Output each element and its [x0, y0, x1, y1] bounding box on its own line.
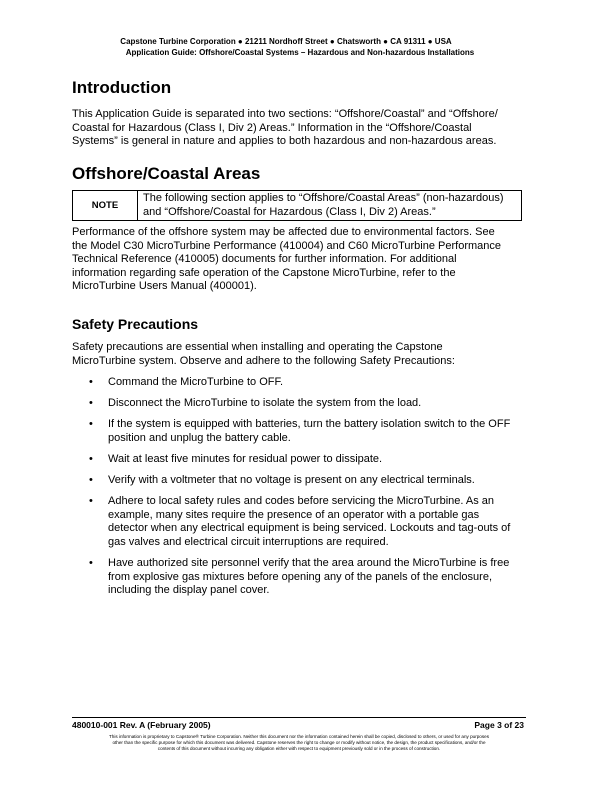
list-item	[72, 557, 526, 598]
text-line: information regarding safe operation of the Capstone MicroTurbine, refer to the	[72, 266, 456, 279]
bullet-icon: •	[89, 495, 93, 508]
text-line: This Application Guide is separated into two sections: “Offshore/Coastal” and “Offshore/	[72, 108, 498, 120]
text-line: Systems” is general in nature and applies to both hazardous and non-hazardous areas.	[72, 135, 497, 148]
list-item-text: Adhere to local safety rules and codes before servicing the MicroTurbine. As an	[108, 495, 495, 508]
text-line: Coastal for Hazardous (Class I, Div 2) Areas.” Information in the “Offshore/Coastal	[72, 121, 472, 134]
text-line: MicroTurbine Users Manual (400001).	[72, 280, 257, 293]
intro-paragraph	[72, 108, 526, 149]
list-item	[72, 418, 526, 445]
list-item-text: gas valves and electrical circuit interruptions are required.	[108, 535, 389, 548]
note-label: NOTE	[73, 191, 138, 220]
list-item	[72, 474, 526, 488]
list-item-text: Verify with a voltmeter that no voltage is present on any electrical terminals.	[108, 473, 475, 486]
heading-introduction: Introduction	[72, 78, 172, 97]
bullet-icon: •	[89, 418, 93, 431]
list-item	[72, 495, 526, 549]
list-item-text: Command the MicroTurbine to OFF.	[108, 376, 284, 388]
list-item-text: Wait at least five minutes for residual power to dissipate.	[108, 452, 383, 465]
text-line: Performance of the offshore system may be affected due to environmental factors. See	[72, 226, 495, 238]
list-item-text: detector when any electrical equipment is being serviced. Lockouts and tag-outs of	[108, 522, 511, 535]
list-item-text: including the display panel cover.	[108, 584, 270, 597]
list-item-text: example, many sites require the presence of an operator with a portable gas	[108, 508, 480, 521]
heading-safety-precautions: Safety Precautions	[72, 316, 199, 332]
note-box	[72, 190, 522, 221]
text-line: MicroTurbine system. Observe and adhere to the following Safety Precautions:	[72, 354, 455, 367]
footer-document-id: 480010-001 Rev. A (February 2005)	[72, 720, 211, 730]
header-company-line: Capstone Turbine Corporation ● 21211 Nordhoff Street ● Chatsworth ● CA 91311 ● USA	[120, 37, 452, 46]
text-line: Safety precautions are essential when installing and operating the Capstone	[72, 341, 443, 353]
bullet-icon: •	[89, 452, 93, 465]
offshore-paragraph	[72, 226, 526, 294]
bullet-icon: •	[89, 376, 93, 388]
text-line: the Model C30 MicroTurbine Performance (410004) and C60 MicroTurbine Performance	[72, 239, 501, 252]
fine-print-line: This information is proprietary to Capstone® Turbine Corporation. Neither this document nor the information contained herein shall be copied, disclosed to others, or used for any purposes	[108, 734, 490, 739]
bullet-icon: •	[89, 556, 93, 569]
safety-precautions-list	[72, 376, 526, 598]
list-item	[72, 397, 526, 411]
list-item	[72, 376, 526, 390]
heading-offshore-coastal-areas: Offshore/Coastal Areas	[72, 164, 261, 183]
bullet-icon: •	[89, 473, 93, 486]
safety-intro-paragraph	[72, 341, 526, 368]
footer-page-number: Page 3 of 23	[474, 720, 524, 730]
list-item	[72, 453, 526, 467]
text-line: Technical Reference (410005) documents for further information. For additional	[72, 253, 457, 266]
bullet-icon: •	[89, 397, 93, 410]
footer-divider	[72, 717, 526, 718]
note-text	[138, 191, 521, 220]
list-item-text: position and unplug the battery cable.	[108, 431, 291, 444]
list-item-text: Have authorized site personnel verify that the area around the MicroTurbine is free	[108, 556, 510, 569]
header-guide-title: Application Guide: Offshore/Coastal Systems – Hazardous and Non-hazardous Installations	[125, 48, 475, 57]
note-line: and “Offshore/Coastal for Hazardous (Class I, Div 2) Areas.”	[143, 205, 436, 218]
list-item-text: from explosive gas mixtures before opening any of the panels of the enclosure,	[108, 570, 493, 583]
footer-proprietary-notice	[72, 734, 526, 752]
list-item-text: Disconnect the MicroTurbine to isolate the system from the load.	[108, 397, 422, 410]
list-item-text: If the system is equipped with batteries, turn the battery isolation switch to the OFF	[108, 418, 511, 431]
fine-print-line: other than the specific purpose for which this document was delivered. Capstone reserves the right to change or modify without notice, the design, the product specifications, and/or the	[112, 740, 486, 745]
fine-print-line: contents of this document without incurring any obligation either with respect to equipment previously sold or in the process of construction.	[157, 746, 441, 751]
note-line: The following section applies to “Offshore/Coastal Areas” (non-hazardous)	[143, 192, 504, 204]
